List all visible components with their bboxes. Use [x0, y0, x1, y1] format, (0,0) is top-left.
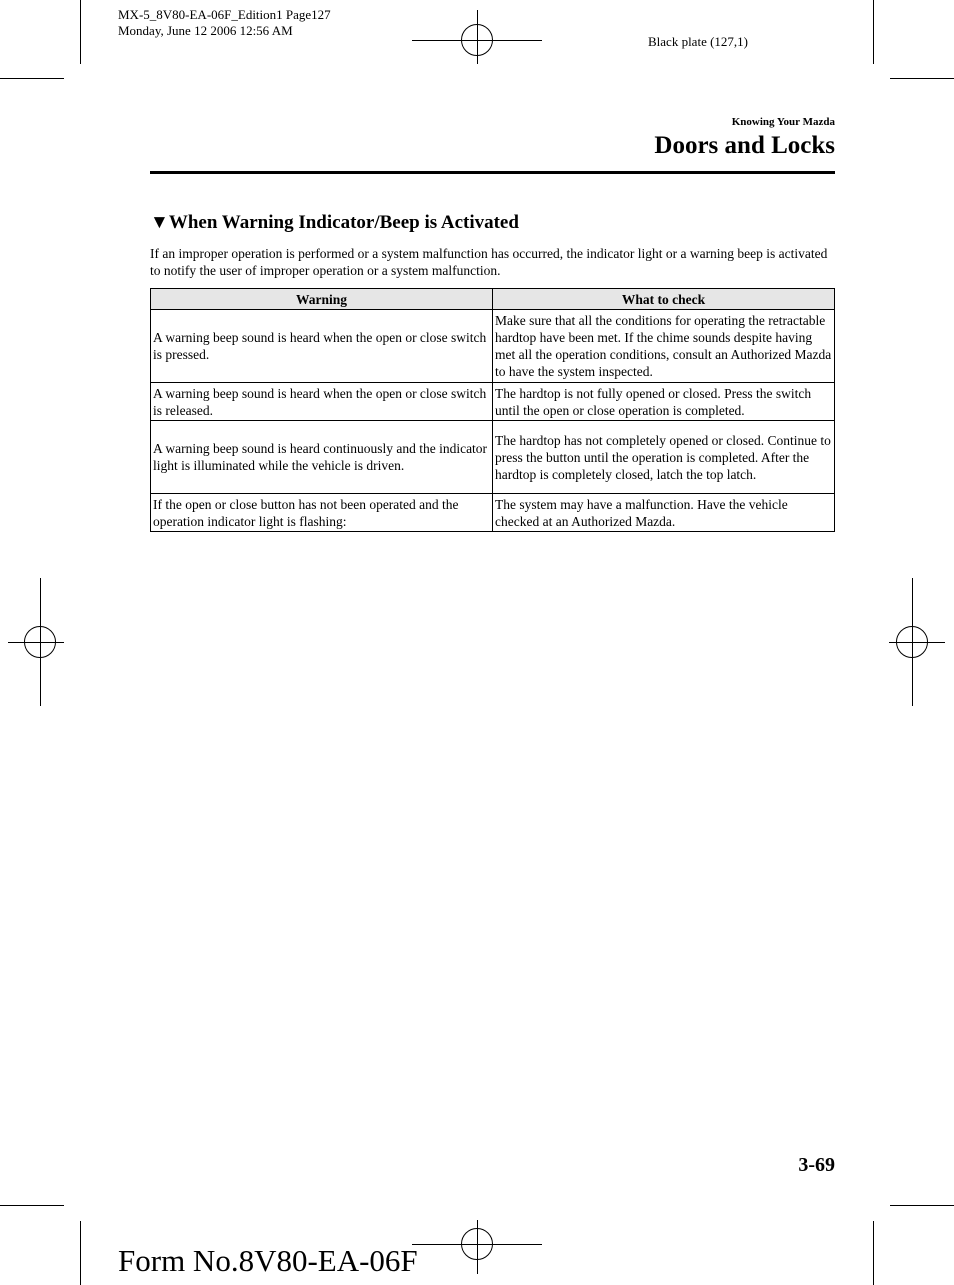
title-rule: [150, 171, 835, 174]
table-row: [151, 310, 835, 383]
crop-mark: [873, 1221, 874, 1285]
check-cell: Make sure that all the conditions for operating the retractable hardtop have been met. If the chime sounds despite having met all the operation conditions, consult an Authorized Mazda to have the system inspected.: [493, 310, 835, 383]
check-cell: The hardtop has not completely opened or closed. Continue to press the button until the operation is completed. After the hardtop is completely closed, latch the top latch.: [493, 421, 835, 494]
subheading: [150, 211, 519, 235]
triangle-marker-icon: ▼: [150, 212, 169, 233]
column-header-warning: Warning: [151, 289, 493, 310]
registration-circle: [896, 626, 928, 658]
warning-table: [150, 288, 835, 532]
table-row: [151, 494, 835, 532]
check-cell: The hardtop is not fully opened or closed. Press the switch until the open or close operation is completed.: [493, 383, 835, 421]
subheading-text: When Warning Indicator/Beep is Activated: [168, 212, 519, 233]
date-line: Monday, June 12 2006 12:56 AM: [118, 23, 293, 38]
crop-mark: [890, 1205, 954, 1206]
plate-label: Black plate (127,1): [648, 34, 748, 49]
registration-circle: [461, 24, 493, 56]
column-header-what-to-check: What to check: [493, 289, 835, 310]
crop-mark: [80, 0, 81, 64]
warning-cell: If the open or close button has not been operated and the operation indicator light is flashing:: [151, 494, 493, 532]
chapter-label: Knowing Your Mazda: [731, 116, 835, 128]
crop-mark: [0, 78, 64, 79]
crop-mark: [0, 1205, 64, 1206]
table-header-row: [151, 289, 835, 310]
table-row: [151, 383, 835, 421]
warning-cell: A warning beep sound is heard when the open or close switch is pressed.: [151, 310, 493, 383]
crop-mark: [80, 1221, 81, 1285]
check-cell: The system may have a malfunction. Have the vehicle checked at an Authorized Mazda.: [493, 494, 835, 532]
intro-paragraph: If an improper operation is performed or a system malfunction has occurred, the indicator light or a warning beep is activated to notify the user of improper operation or a system malfunction.: [150, 246, 828, 278]
registration-circle: [461, 1228, 493, 1260]
page-title: Doors and Locks: [654, 132, 835, 159]
warning-cell: A warning beep sound is heard when the open or close switch is released.: [151, 383, 493, 421]
print-slug: [118, 7, 331, 39]
page-number: 3-69: [798, 1154, 835, 1176]
registration-circle: [24, 626, 56, 658]
file-line: MX-5_8V80-EA-06F_Edition1 Page127: [118, 7, 331, 22]
form-number: Form No.8V80-EA-06F: [118, 1243, 418, 1278]
warning-cell: A warning beep sound is heard continuously and the indicator light is illuminated while the vehicle is driven.: [151, 421, 493, 494]
crop-mark: [890, 78, 954, 79]
crop-mark: [873, 0, 874, 64]
table-row: [151, 421, 835, 494]
